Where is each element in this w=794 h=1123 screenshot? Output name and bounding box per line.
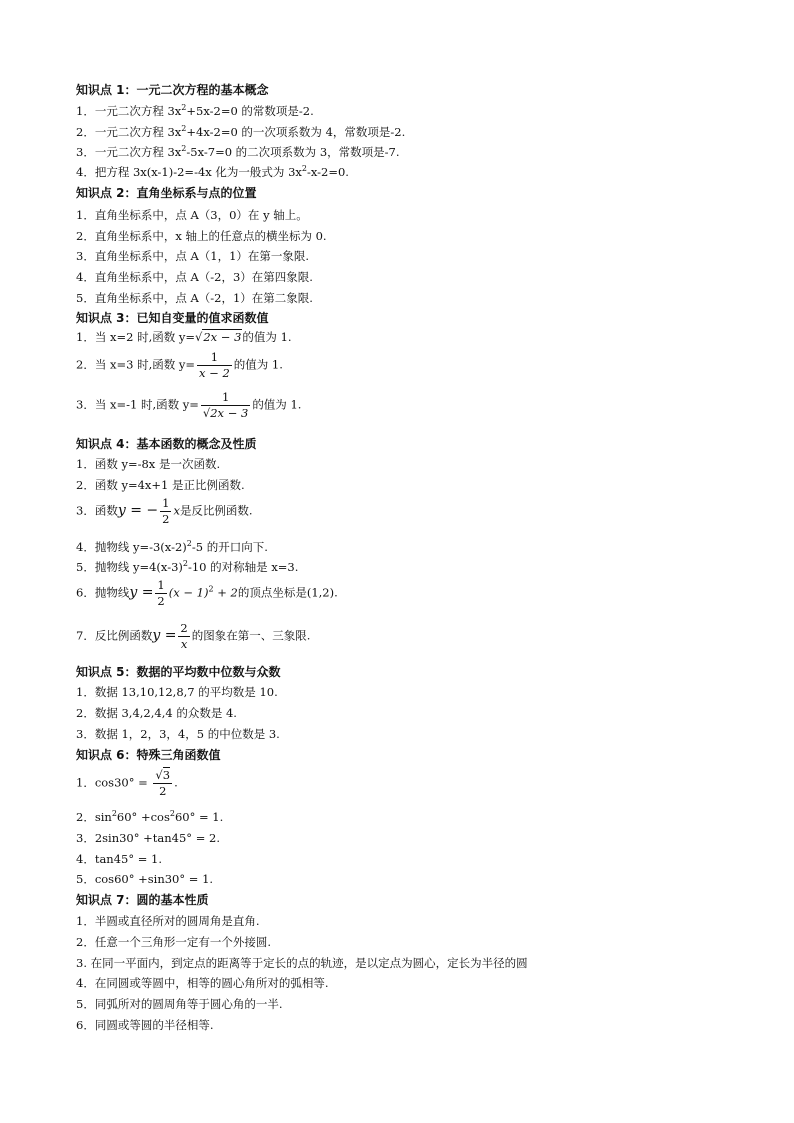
section-title-4: 知识点 4：基本函数的概念及性质 [76, 437, 257, 451]
list-item: 3．函数y = − $\frac{1}{2}$ x是反比例函数. [76, 496, 253, 526]
section-title-3: 知识点 3：已知自变量的值求函数值 [76, 311, 269, 325]
list-item: 2．函数 y=4x+1 是正比例函数. [76, 478, 245, 492]
list-item: 1．函数 y=-8x 是一次函数. [76, 457, 221, 471]
list-item: 4．tan45° = 1. [76, 852, 163, 866]
list-item: 1．直角坐标系中，点 A（3，0）在 y 轴上。 [76, 208, 308, 222]
section-title-5: 知识点 5：数据的平均数中位数与众数 [76, 665, 281, 679]
list-item: 1．当 x=2 时,函数 y=√2x − 3的值为 1. [76, 330, 292, 344]
list-item: 5．直角坐标系中，点 A（-2，1）在第二象限. [76, 291, 313, 305]
list-item: 2．一元二次方程 $3x^2+4x-2=0$ 的一次项系数为 4，常数项是-2. [76, 124, 406, 139]
list-item: 2．当 x=3 时,函数 y= $\frac{1}{x - 2}$ 的值为 1. [76, 350, 283, 380]
list-item: 1．半圆或直径所对的圆周角是直角. [76, 914, 260, 928]
list-item: 2．$\sin^260^\circ +\cos^260^\circ = 1$. [76, 809, 224, 824]
list-item: 4．抛物线 $y=-3(x-2)^2-5$ 的开口向下. [76, 539, 268, 554]
sqrt-expression: √2x − 3 [195, 330, 242, 344]
list-item: 4．在同圆或等圆中，相等的圆心角所对的弧相等. [76, 976, 329, 990]
list-item: 6．抛物线y = $\frac{1}{2}$ $(x - 1)^2 + 2$的顶点坐标是(1,2). [76, 578, 338, 608]
list-item: 5．cos60° +sin30° = 1. [76, 872, 214, 886]
list-item: 1．一元二次方程 $3x^2+5x-2=0$ 的常数项是-2. [76, 103, 314, 118]
fraction: $\frac{1}{2}$ [157, 578, 165, 608]
section-title-2: 知识点 2：直角坐标系与点的位置 [76, 186, 257, 200]
list-item: 5．抛物线 $y=4(x-3)^2-10$ 的对称轴是 x=3. [76, 559, 299, 574]
list-item: 3．直角坐标系中，点 A（1，1）在第一象限. [76, 249, 310, 263]
list-item: 2．数据 3,4,2,4,4 的众数是 4. [76, 706, 237, 720]
list-item: 3．一元二次方程 $3x^2-5x-7=0$ 的二次项系数为 3，常数项是-7. [76, 144, 400, 159]
list-item: 2．任意一个三角形一定有一个外接圆. [76, 935, 271, 949]
fraction: $\frac{√3}{2}$ [155, 768, 171, 798]
list-item: 1．数据 13,10,12,8,7 的平均数是 10. [76, 685, 278, 699]
list-item: 3．数据 1，2，3，4，5 的中位数是 3. [76, 727, 280, 741]
list-item: 4．把方程 3x(x-1)-2=-4x 化为一般式为 $3x^2-x-2=0$. [76, 164, 349, 179]
fraction: $\frac{1}{2}$ [162, 496, 170, 526]
list-item: 2．直角坐标系中，x 轴上的任意点的横坐标为 0. [76, 229, 327, 243]
list-item: 3．2sin30° +tan45° = 2. [76, 831, 220, 845]
fraction: $\frac{1}{x - 2}$ [199, 350, 230, 380]
list-item: 3. 在同一平面内，到定点的距离等于定长的点的轨迹，是以定点为圆心，定长为半径的圆 [76, 956, 528, 970]
list-item: 5．同弧所对的圆周角等于圆心角的一半. [76, 997, 283, 1011]
list-item: 4．直角坐标系中，点 A（-2，3）在第四象限. [76, 270, 313, 284]
section-title-7: 知识点 7：圆的基本性质 [76, 893, 209, 907]
list-item: 3．当 x=-1 时,函数 y= $\frac{1}{√2x - 3}$ 的值为 1. [76, 390, 302, 420]
fraction: $\frac{1}{√2x - 3}$ [202, 390, 249, 420]
section-title-6: 知识点 6：特殊三角函数值 [76, 748, 221, 762]
list-item: 6．同圆或等圆的半径相等. [76, 1018, 214, 1032]
section-title-1: 知识点 1：一元二次方程的基本概念 [76, 83, 269, 97]
list-item: 7．反比例函数y = $\frac{2}{x}$ 的图象在第一、三象限. [76, 621, 311, 651]
list-item: 1．cos30° = $\frac{√3}{2}$ . [76, 768, 178, 798]
fraction: $\frac{2}{x}$ [180, 621, 188, 651]
